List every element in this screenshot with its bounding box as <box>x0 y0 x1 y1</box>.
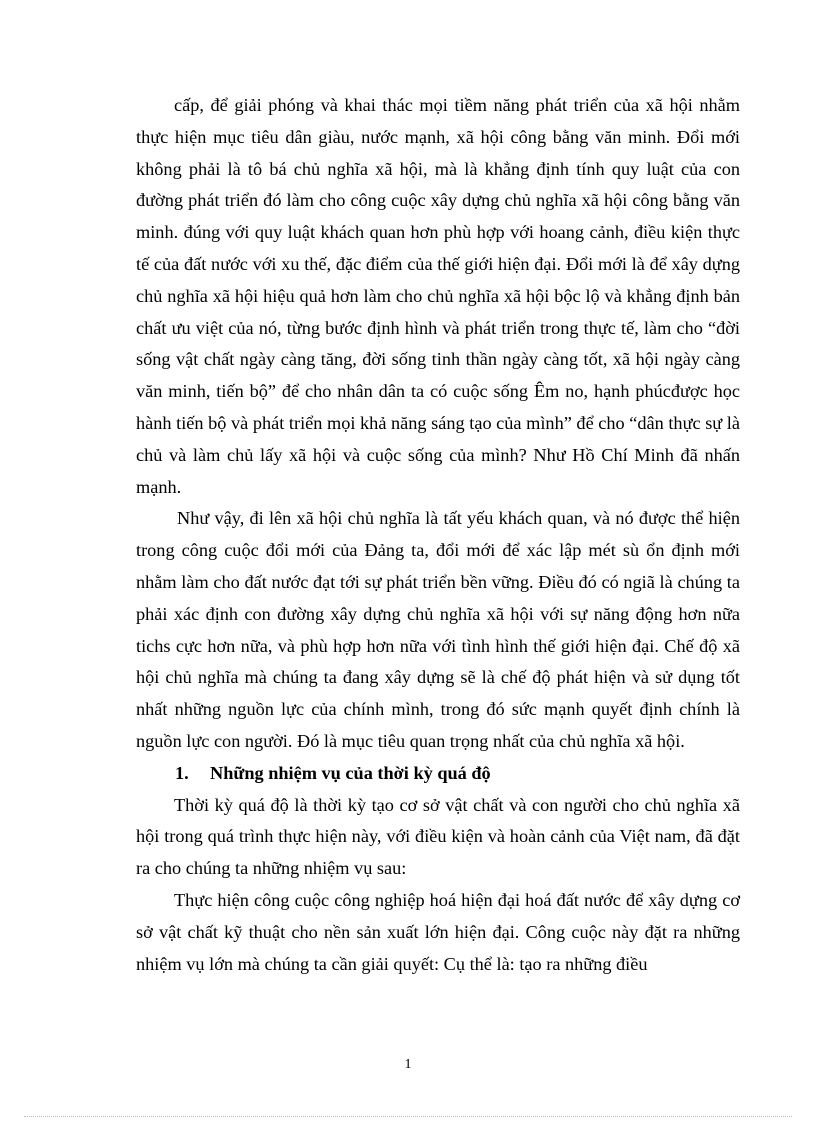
section-heading-text: Những nhiệm vụ của thời kỳ quá độ <box>210 762 491 783</box>
page-bottom-edge <box>24 1116 792 1117</box>
document-body <box>136 90 740 980</box>
paragraph-body-1: cấp, để giải phóng và khai thác mọi tiềm năng phát triển của xã hội nhằm thực hiện mục tiêu dân giàu, nước mạnh, xã hội công bằng văn minh. Đổi mới không phải là tô bá chủ nghĩa xã hội, mà là khẳng định tính quy luật của con đường phát triển đó làm cho công cuộc xây dựng chủ nghĩa xã hội công bằng văn minh. đúng với quy luật khách quan hơn phù hợp với hoang cảnh, điều kiện thực tế của đất nước với xu thế, đặc điểm của thế giới hiện đại. Đổi mới là để xây dựng chủ nghĩa xã hội hiệu quả hơn làm cho chủ nghĩa xã hội bộc lộ và khẳng định bản chất ưu việt của nó, từng bước định hình và phát triển trong thực tế, làm cho “đời sống vật chất ngày càng tăng, đời sống tinh thần ngày càng tốt, xã hội ngày càng văn minh, tiến bộ” để cho nhân dân ta có cuộc sống Êm no, hạnh phúcđược học hành tiến bộ và phát triển mọi khả năng sáng tạo của mình” để cho “dân thực sự là chủ và làm chủ lấy xã hội và cuộc sống của mình? Như Hồ Chí Minh đã nhấn mạnh. <box>136 95 740 497</box>
paragraph-body-3: Thời kỳ quá độ là thời kỳ tạo cơ sở vật chất và con người cho chủ nghĩa xã hội trong quá trình thực hiện này, với điều kiện và hoàn cảnh của Việt nam, đã đặt ra cho chúng ta những nhiệm vụ sau: <box>136 794 740 879</box>
section-heading-number: 1. <box>175 762 189 783</box>
page-number: 1 <box>404 1057 412 1072</box>
paragraph-body-4: Thực hiện công cuộc công nghiệp hoá hiện đại hoá đất nước để xây dựng cơ sở vật chất kỹ thuật cho nền sản xuất lớn hiện đại. Công cuộc này đặt ra những nhiệm vụ lớn mà chúng ta cần giải quyết: Cụ thể là: tạo ra những điều <box>136 889 740 974</box>
paragraph-body-2: Như vậy, đi lên xã hội chủ nghĩa là tất yếu khách quan, và nó được thể hiện trong công cuộc đổi mới của Đảng ta, đổi mới để xác lập mét sù ổn định mới nhằm làm cho đất nước đạt tới sự phát triển bền vững. Điều đó có ngiã là chúng ta phải xác định con đường xây dựng chủ nghĩa xã hội với sự năng động hơn nữa tichs cực hơn nữa, và phù hợp hơn nữa với tình hình thế giới hiện đại. Chế độ xã hội chủ nghĩa mà chúng ta đang xây dựng sẽ là chế độ phát hiện và sử dụng tốt nhất những nguồn lực của chính mình, trong đó sức mạnh quyết định chính là nguồn lực con người. Đó là mục tiêu quan trọng nhất của chủ nghĩa xã hội. <box>136 508 740 751</box>
section-heading <box>136 758 740 790</box>
